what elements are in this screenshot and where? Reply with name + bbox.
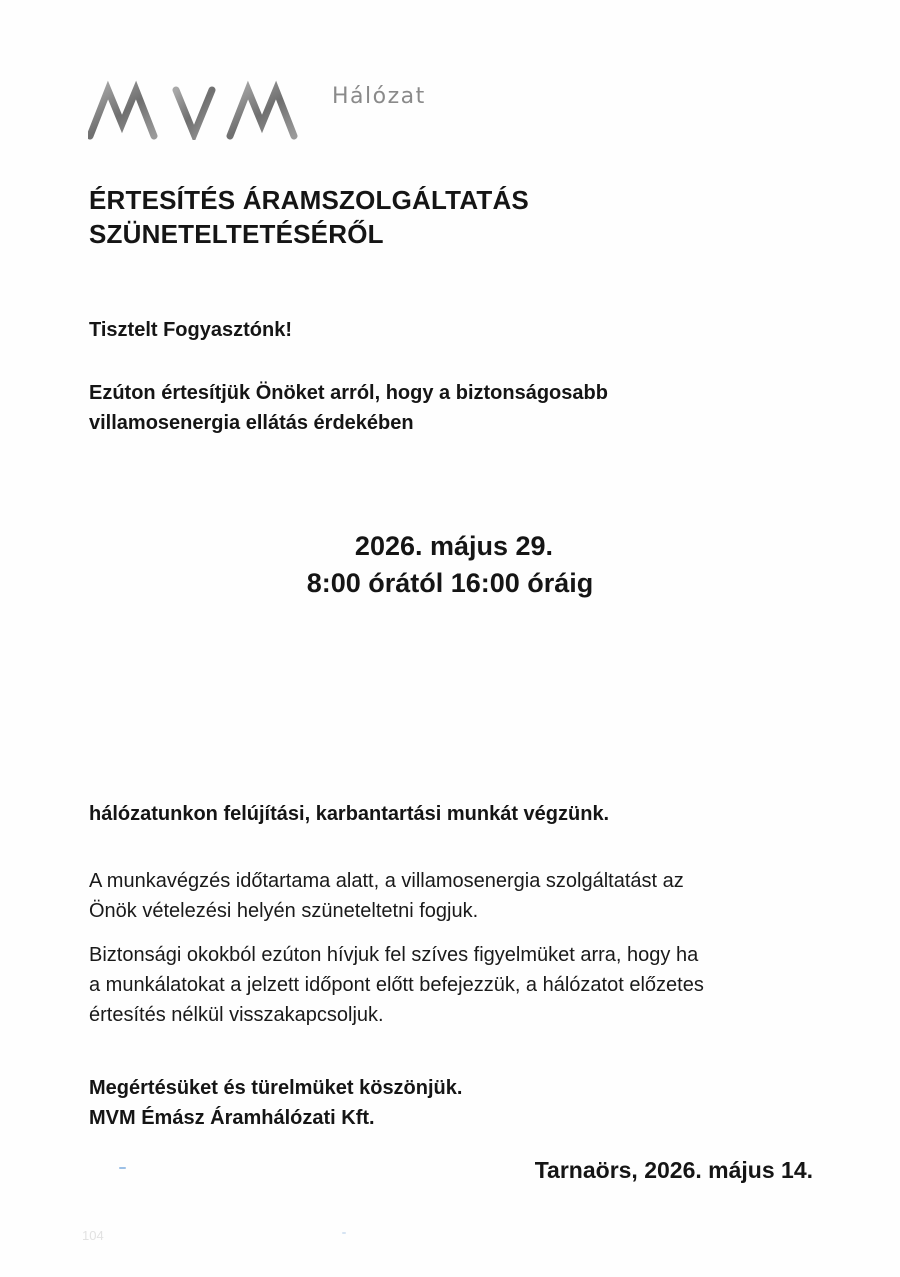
paragraph1-line-1: A munkavégzés időtartama alatt, a villamosenergia szolgáltatást az <box>89 870 684 892</box>
logo-subtitle: Hálózat <box>332 84 426 109</box>
closing-block <box>89 1073 462 1133</box>
paragraph-interruption <box>89 866 684 926</box>
mvm-logo-icon <box>88 80 318 140</box>
closing-thanks: Megértésüket és türelmüket köszönjük. <box>89 1077 463 1099</box>
intro-text <box>89 378 608 438</box>
scan-speck <box>342 1232 346 1234</box>
scan-speck <box>119 1167 126 1169</box>
outage-date: 2026. május 29. <box>354 531 554 561</box>
salutation: Tisztelt Fogyasztónk! <box>89 319 292 341</box>
paragraph2-line-3: értesítés nélkül visszakapcsoljuk. <box>89 1004 384 1026</box>
outage-time: 8:00 órától 16:00 óráig <box>306 568 594 598</box>
notice-title <box>89 183 529 251</box>
paragraph1-line-2: Önök vételezési helyén szüneteltetni fogjuk. <box>89 900 479 922</box>
place-and-date: Tarnaörs, 2026. május 14. <box>534 1157 813 1183</box>
title-line-2: SZÜNETELTETÉSÉRŐL <box>89 219 384 249</box>
work-statement: hálózatunkon felújítási, karbantartási munkát végzünk. <box>89 803 610 825</box>
faint-page-mark: 104 <box>82 1228 104 1243</box>
outage-date-block <box>0 528 900 602</box>
company-name: MVM Émász Áramhálózati Kft. <box>89 1107 375 1129</box>
paragraph2-line-2: a munkálatokat a jelzett időpont előtt befejezzük, a hálózatot előzetes <box>89 974 704 996</box>
paragraph2-line-1: Biztonsági okokból ezúton hívjuk fel szíves figyelmüket arra, hogy ha <box>89 944 699 966</box>
title-line-1: ÉRTESÍTÉS ÁRAMSZOLGÁLTATÁS <box>89 185 529 215</box>
intro-line-1: Ezúton értesítjük Önöket arról, hogy a biztonságosabb <box>89 382 608 404</box>
paragraph-safety <box>89 940 704 1030</box>
intro-line-2: villamosenergia ellátás érdekében <box>89 412 414 434</box>
